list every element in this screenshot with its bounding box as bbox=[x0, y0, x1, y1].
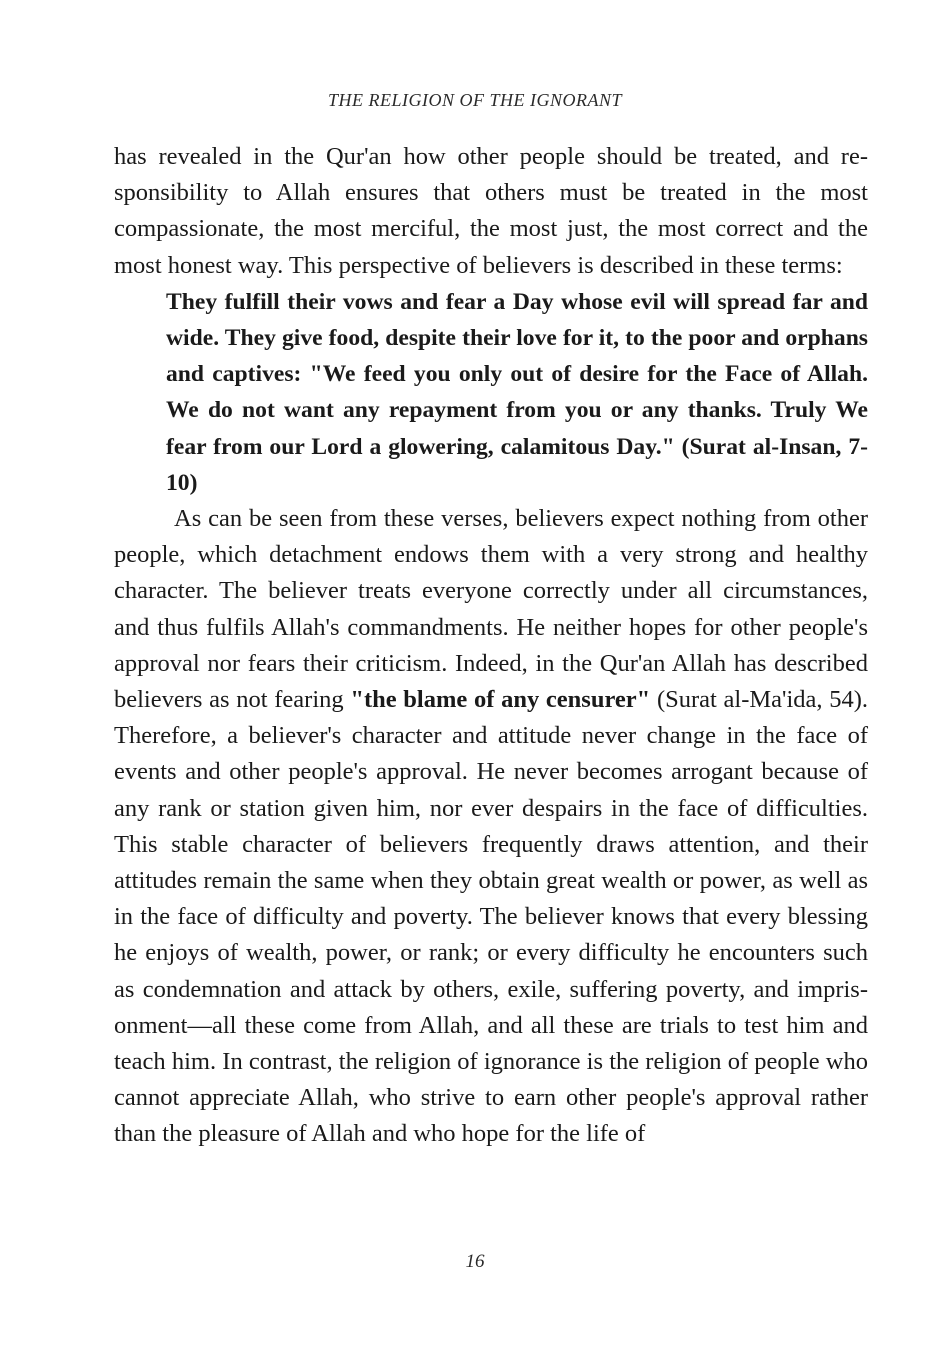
quranic-quote: They fulfill their vows and fear a Day whose evil will spread far and wide. They give food, despite their love for it, to the poor and orphans and captives: "We feed you only out of desire for the Face of Allah. We do not want any repayment from you or any thanks. Truly We fear from our Lord a glowering, calamitous Day." (Surat al-Insan, 7-10) bbox=[166, 288, 868, 496]
paragraph-main bbox=[114, 501, 868, 1153]
paragraph-text-end: (Surat al-Ma'ida, 54). Therefore, a believer's character and attitude never change in the face of events and other people's approval. He never becomes arrogant because of any rank or station given him, nor ever despairs in the face of difficulties. This stable character of believers frequently draws attention, and their attitudes remain the same when they obtain great wealth or power, as well as in the face of difficulty and poverty. The believer knows that every blessing he enjoys of wealth, power, or rank; or every difficulty he encounters such as condemnation and attack by others, exile, suffering poverty, and imprisonment—all these come from Allah, and all these are trials to test him and teach him. In contrast, the religion of ignorance is the religion of people who cannot appreciate Allah, who strive to earn other people's approval rather than the pleasure of Allah and who hope for the life of bbox=[114, 686, 868, 1148]
paragraph-continuation: has revealed in the Qur'an how other people should be treated, and responsibility to Allah ensures that others must be treated in the most compassionate, the most merciful, the most just, the most correct and the most honest way. This perspective of believers is described in these terms: bbox=[114, 143, 868, 279]
page-number: 16 bbox=[465, 1251, 485, 1272]
inline-quote-bold: "the blame of any censurer" bbox=[350, 686, 651, 714]
page-body bbox=[114, 139, 868, 1153]
paragraph-text-start: As can be seen from these verses, believers expect nothing from other people, which detachment endows them with a very strong and healthy character. The believer treats everyone correctly under all circumstances, and thus fulfils Allah's commandments. He neither hopes for other people's approval nor fears their criticism. Indeed, in the Qur'an Allah has described believers as not fearing bbox=[114, 505, 868, 714]
running-header-title: THE RELIGION OF THE IGNORANT bbox=[327, 90, 622, 110]
